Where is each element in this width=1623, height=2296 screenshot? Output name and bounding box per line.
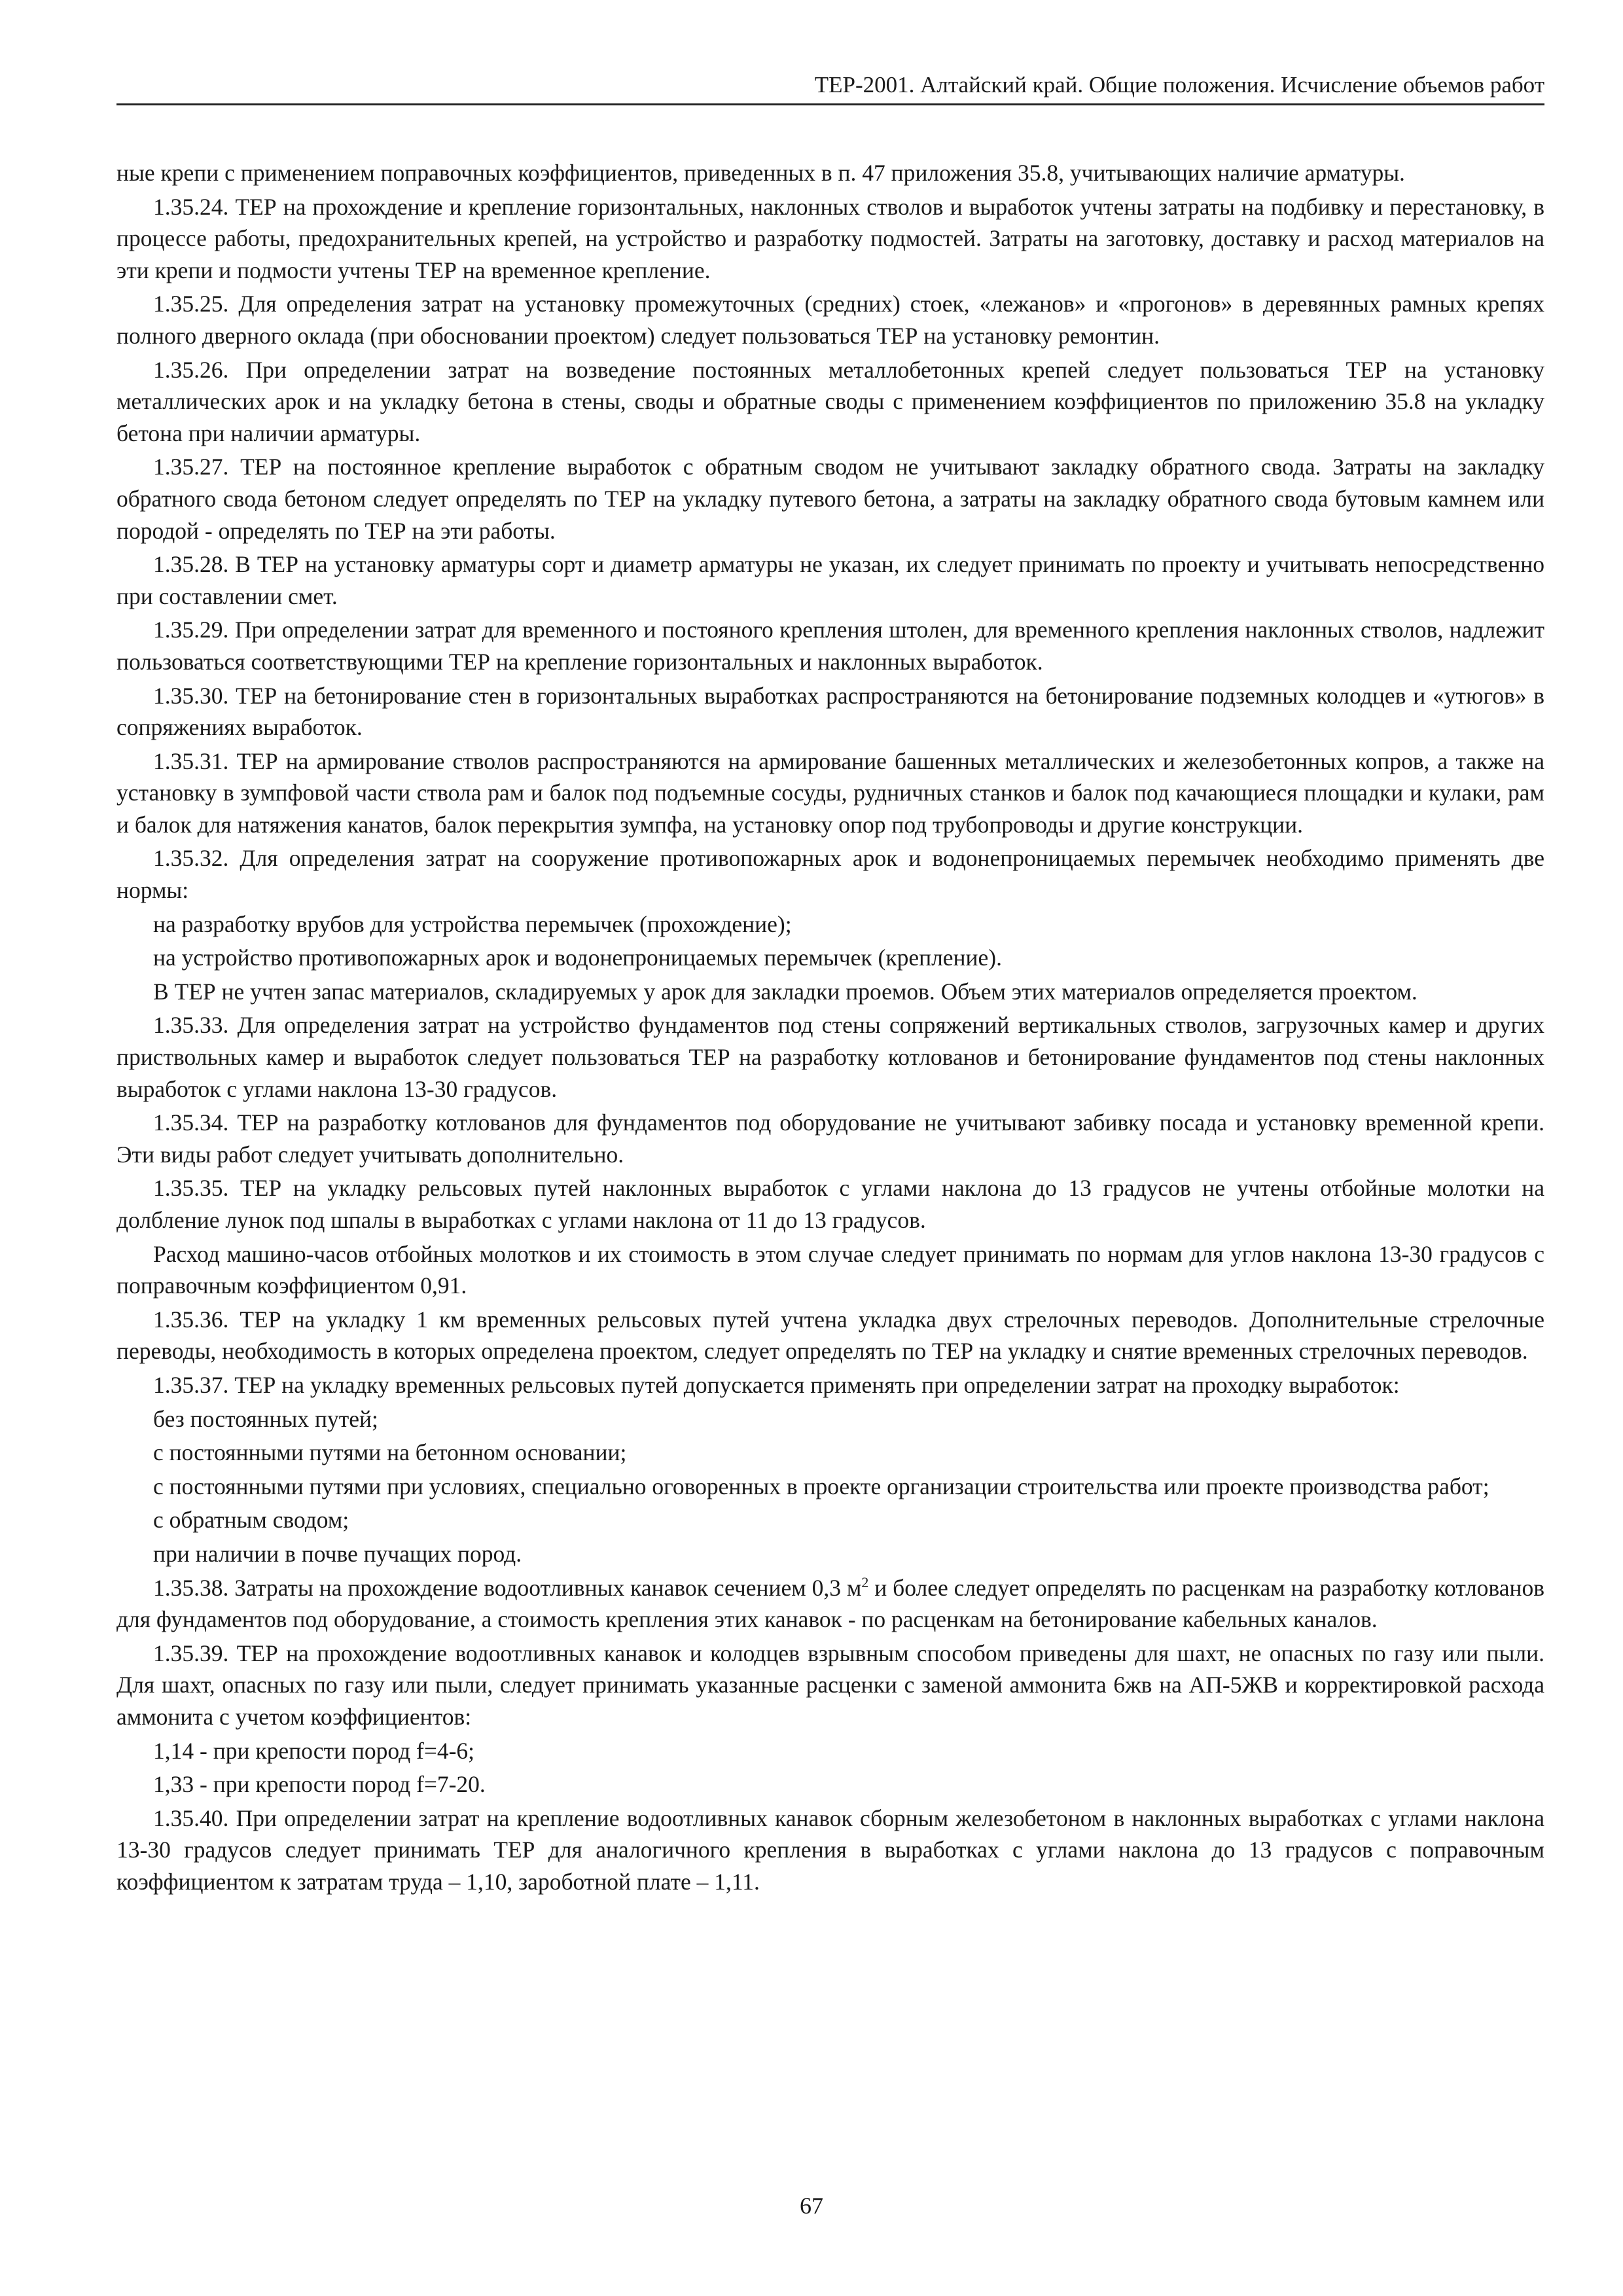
list-item: при наличии в почве пучащих пород.: [153, 1540, 522, 1567]
list-item: с постоянными путями на бетонном основании;: [153, 1439, 627, 1466]
paragraph: 1.35.27. ТЕР на постоянное крепление выработок с обратным сводом не учитывают закладку обратного свода. Затраты на закладку обратного свода бетоном следует определять по ТЕР на укладку путевого бетона, а затраты на закладку обратного свода бутовым камнем или породой - определять по ТЕР на эти работы.: [116, 454, 1544, 544]
list-item: с обратным сводом;: [153, 1507, 349, 1534]
paragraph: 1.35.37. ТЕР на укладку временных рельсовых путей допускается применять при определении затрат на проходку выработок:: [153, 1371, 1400, 1398]
body-text: [116, 157, 1544, 1899]
paragraph-text-before: 1.35.38. Затраты на прохождение водоотливных канавок сечением 0,3 м: [153, 1574, 862, 1601]
paragraph: 1.35.32. Для определения затрат на сооружение противопожарных арок и водонепроницаемых перемычек необходимо применять две нормы:: [116, 845, 1544, 904]
paragraph: 1.35.35. ТЕР на укладку рельсовых путей наклонных выработок с углами наклона до 13 градусов не учтены отбойные молотки на долбление лунок под шпалы в выработках с углами наклона от 11 до 13 градусов.: [116, 1175, 1544, 1233]
list-item: без постоянных путей;: [153, 1405, 378, 1432]
list-item: 1,14 - при крепости пород f=4-6;: [153, 1737, 475, 1764]
paragraph-continuation: ные крепи с применением поправочных коэффициентов, приведенных в п. 47 приложения 35.8, учитывающих наличие арматуры.: [116, 160, 1405, 186]
superscript: 2: [861, 1573, 869, 1590]
paragraph: 1.35.24. ТЕР на прохождение и крепление горизонтальных, наклонных стволов и выработок учтены затраты на подбивку и перестановку, в процессе работы, предохранительных крепей, на устройство и разработку подмостей. Затраты на заготовку, доставку и расход материалов на эти крепи и подмости учтены ТЕР на временное крепление.: [116, 193, 1544, 283]
paragraph: В ТЕР не учтен запас материалов, складируемых у арок для закладки проемов. Объем этих материалов определяется проектом.: [153, 978, 1418, 1005]
paragraph: 1.35.31. ТЕР на армирование стволов распространяются на армирование башенных металлических и железобетонных копров, а также на установку в зумпфовой части ствола рам и балок под подъемные сосуды, рудничных станков и балок под качающиеся площадки и кулаки, рам и балок для натяжения канатов, балок перекрытия зумпфа, на установку опор под трубопроводы и другие конструкции.: [116, 747, 1544, 838]
paragraph: 1.35.36. ТЕР на укладку 1 км временных рельсовых путей учтена укладка двух стрелочных переводов. Дополнительные стрелочные переводы, необходимость в которых определена проектом, следует определять по ТЕР на укладку и снятие временных стрелочных переводов.: [116, 1306, 1544, 1365]
paragraph: 1.35.39. ТЕР на прохождение водоотливных канавок и колодцев взрывным способом приведены для шахт, не опасных по газу или пыли. Для шахт, опасных по газу или пыли, следует принимать указанные расценки с заменой аммонита 6жв на АП-5ЖВ и корректировкой расхода аммонита с учетом коэффициентов:: [116, 1640, 1544, 1730]
list-item: 1,33 - при крепости пород f=7-20.: [153, 1771, 486, 1798]
paragraph: 1.35.29. При определении затрат для временного и постояного крепления штолен, для временного крепления наклонных стволов, надлежит пользоваться соответствующими ТЕР на крепление горизонтальных и наклонных выработок.: [116, 617, 1544, 675]
paragraph: 1.35.25. Для определения затрат на установку промежуточных (средних) стоек, «лежанов» и «прогонов» в деревянных рамных крепях полного дверного оклада (при обосновании проектом) следует пользоваться ТЕР на установку ремонтин.: [116, 291, 1544, 349]
paragraph: [116, 1572, 1544, 1636]
page-number: 67: [800, 2193, 823, 2219]
paragraph: с постоянными путями при условиях, специально оговоренных в проекте организации строительства или проекте производства работ;: [153, 1473, 1489, 1499]
paragraph: 1.35.40. При определении затрат на крепление водоотливных канавок сборным железобетоном в наклонных выработках с углами наклона 13-30 градусов следует принимать ТЕР для аналогичного крепления в выработках с углами наклона до 13 градусов с поправочным коэффициентом к затратам труда – 1,10, зароботной плате – 1,11.: [116, 1804, 1544, 1895]
paragraph-text-after: и более следует определять по расценкам на разработку котлованов для фундаментов под оборудование, а стоимость крепления этих канавок - по расценкам на бетонирование кабельных каналов.: [116, 1574, 1544, 1633]
paragraph: 1.35.28. В ТЕР на установку арматуры сорт и диаметр арматуры не указан, их следует принимать по проекту и учитывать непосредственно при составлении смет.: [116, 551, 1544, 609]
header-title: ТЕР-2001. Алтайский край. Общие положения. Исчисление объемов работ: [814, 72, 1544, 98]
list-item: на разработку врубов для устройства перемычек (прохождение);: [153, 910, 792, 937]
paragraph: 1.35.30. ТЕР на бетонирование стен в горизонтальных выработках распространяются на бетонирование подземных колодцев и «утюгов» в сопряжениях выработок.: [116, 682, 1544, 741]
paragraph: 1.35.34. ТЕР на разработку котлованов для фундаментов под оборудование не учитывают забивку посада и установку временной крепи. Эти виды работ следует учитывать дополнительно.: [116, 1109, 1544, 1168]
running-header: [116, 71, 1544, 105]
paragraph: Расход машино-часов отбойных молотков и их стоимость в этом случае следует принимать по нормам для углов наклона 13-30 градусов с поправочным коэффициентом 0,91.: [116, 1240, 1544, 1299]
paragraph: 1.35.26. При определении затрат на возведение постоянных металлобетонных крепей следует пользоваться ТЕР на установку металлических арок и на укладку бетона в стены, своды и обратные своды с применением коэффициентов по приложению 35.8 на укладку бетона при наличии арматуры.: [116, 356, 1544, 446]
list-item: на устройство противопожарных арок и водонепроницаемых перемычек (крепление).: [153, 944, 1002, 971]
paragraph: 1.35.33. Для определения затрат на устройство фундаментов под стены сопряжений вертикальных стволов, загрузочных камер и других приствольных камер и выработок следует пользоваться ТЕР на разработку котлованов и бетонирование фундаментов под стены наклонных выработок с углами наклона 13-30 градусов.: [116, 1012, 1544, 1102]
